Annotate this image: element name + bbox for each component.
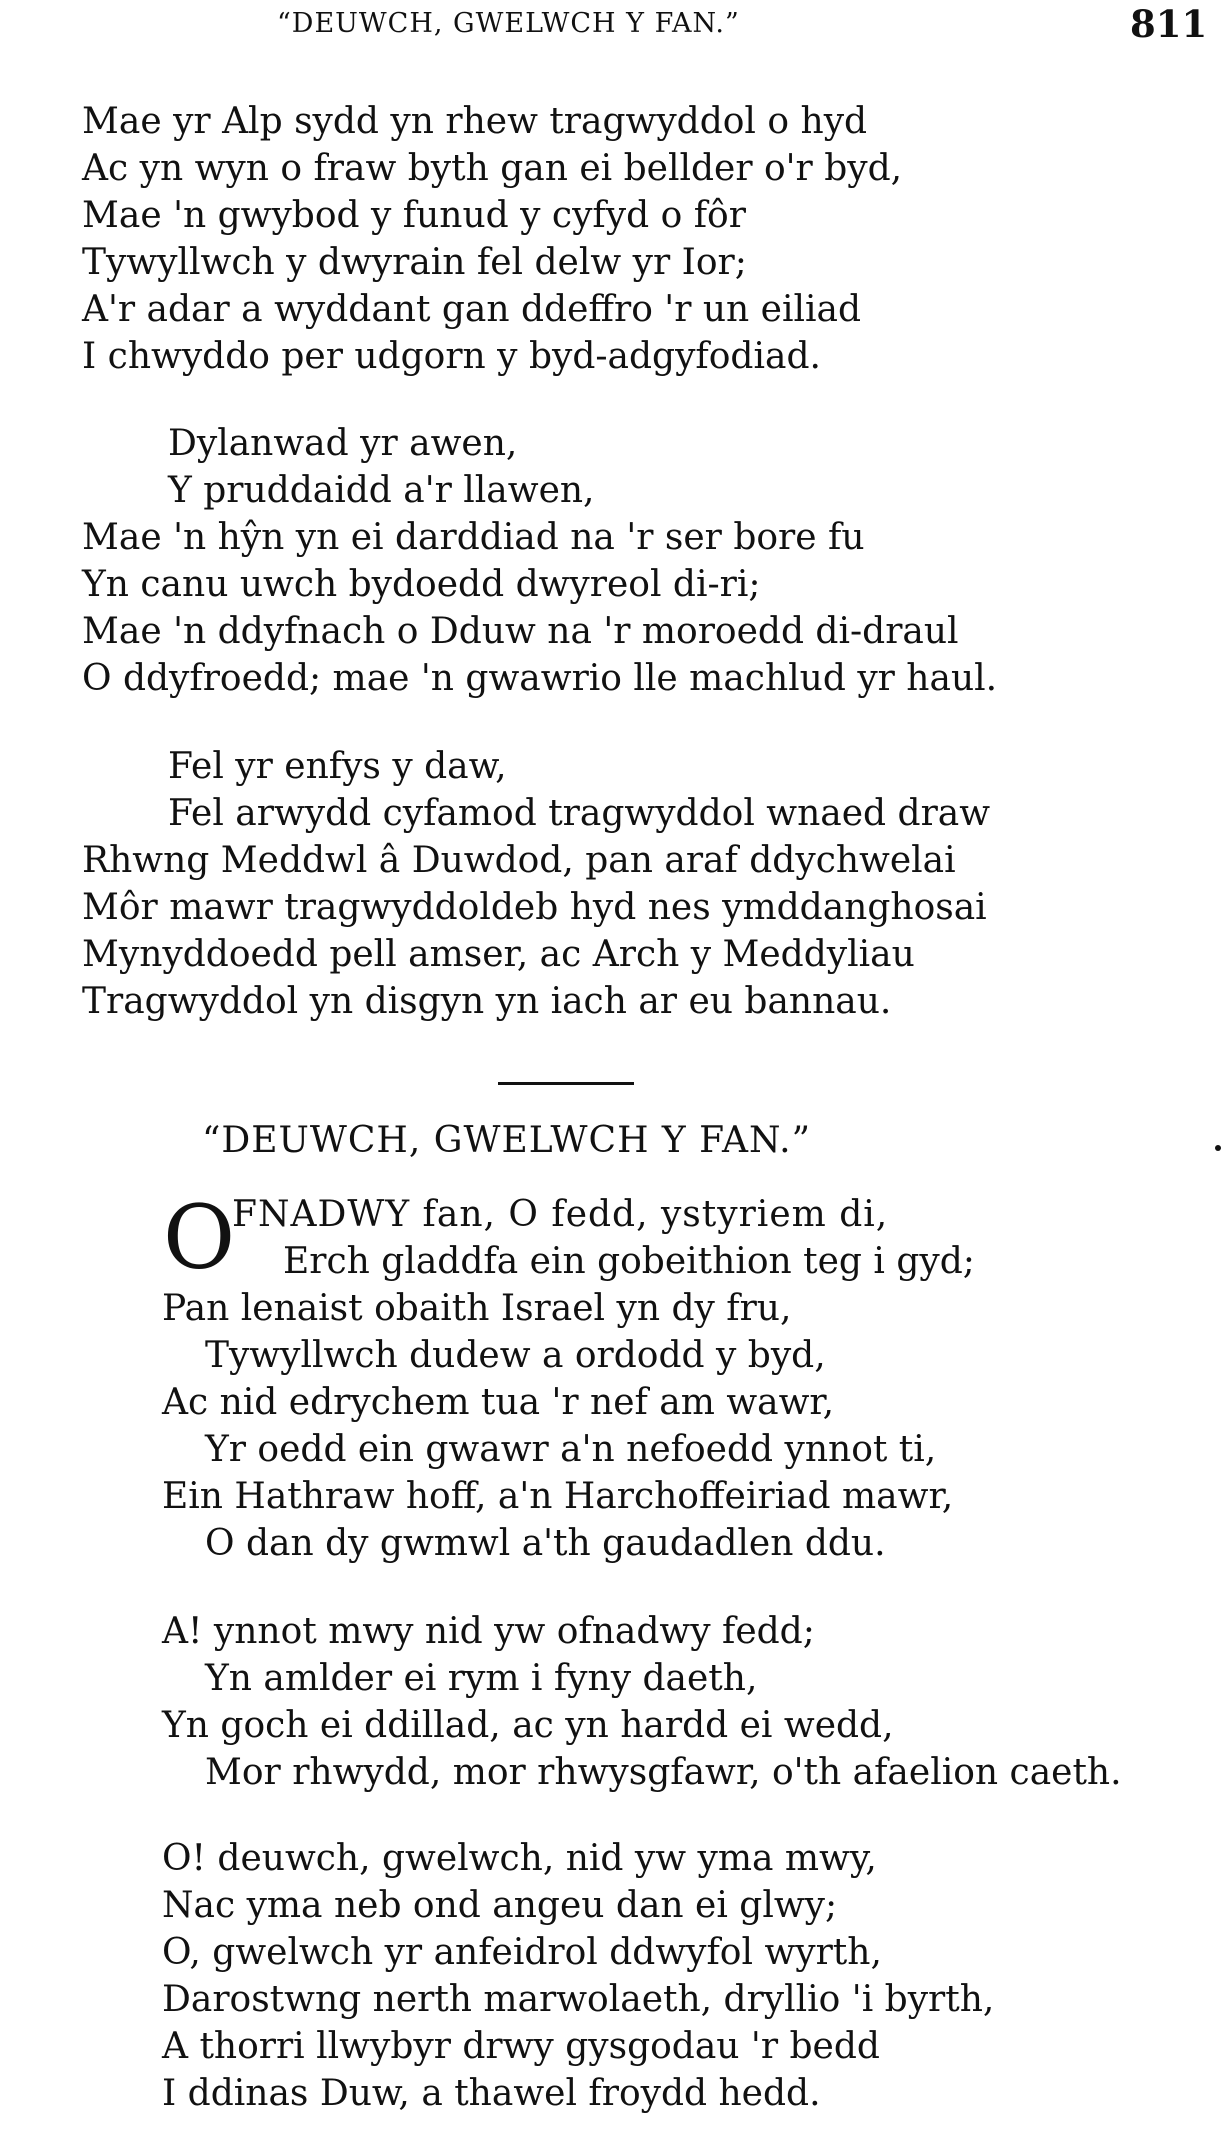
verse-line: Darostwng nerth marwolaeth, dryllio 'i byrth, (162, 1979, 995, 2020)
verse-line: Mae 'n gwybod y funud y cyfyd o fôr (82, 195, 746, 236)
verse-line: Ac nid edrychem tua 'r nef am wawr, (162, 1382, 835, 1423)
verse-line: Yr oedd ein gwawr a'n nefoedd ynnot ti, (205, 1429, 937, 1470)
verse-line: Nac yma neb ond angeu dan ei glwy; (162, 1885, 838, 1926)
verse-line: O ddyfroedd; mae 'n gwawrio lle machlud yr haul. (82, 658, 998, 699)
verse-line: I chwyddo per udgorn y byd-adgyfodiad. (82, 336, 821, 377)
verse-line: O! deuwch, gwelwch, nid yw yma mwy, (162, 1838, 877, 1879)
running-title: “DEUWCH, GWELWCH Y FAN.” (277, 8, 740, 39)
verse-line: Ein Hathraw hoff, a'n Harchoffeiriad mawr, (162, 1476, 954, 1517)
verse-line: Tragwyddol yn disgyn yn iach ar eu bannau. (82, 981, 892, 1022)
print-speck (1215, 1145, 1221, 1151)
verse-line: Fel yr enfys y daw, (168, 746, 507, 787)
verse-line: A thorri llwybyr drwy gysgodau 'r bedd (162, 2026, 880, 2067)
verse-line: Rhwng Meddwl â Duwdod, pan araf ddychwelai (82, 840, 956, 881)
verse-line: Mae 'n ddyfnach o Dduw na 'r moroedd di-draul (82, 611, 959, 652)
verse-line: A'r adar a wyddant gan ddeffro 'r un eiliad (82, 289, 862, 330)
verse-line: Mae yr Alp sydd yn rhew tragwyddol o hyd (82, 101, 868, 142)
verse-line: Erch gladdfa ein gobeithion teg i gyd; (283, 1241, 975, 1282)
page-number: 811 (1130, 2, 1208, 46)
first-line: FNADWY fan, O fedd, ystyriem di, (232, 1194, 889, 1235)
verse-line: O dan dy gwmwl a'th gaudadlen ddu. (205, 1523, 886, 1564)
verse-line: Mynyddoedd pell amser, ac Arch y Meddyliau (82, 934, 915, 975)
verse-line: Yn canu uwch bydoedd dwyreol di-ri; (82, 564, 761, 605)
verse-line: Mor rhwydd, mor rhwysgfawr, o'th afaelion caeth. (205, 1752, 1122, 1793)
verse-line: O, gwelwch yr anfeidrol ddwyfol wyrth, (162, 1932, 882, 1973)
verse-line: A! ynnot mwy nid yw ofnadwy fedd; (162, 1611, 815, 1652)
verse-line: Môr mawr tragwyddoldeb hyd nes ymddanghosai (82, 887, 987, 928)
verse-line: Yn goch ei ddillad, ac yn hardd ei wedd, (162, 1705, 894, 1746)
drop-cap: O (163, 1186, 236, 1289)
verse-line: Ac yn wyn o fraw byth gan ei bellder o'r byd, (82, 148, 903, 189)
verse-line: Y pruddaidd a'r llawen, (168, 470, 595, 511)
verse-line: Mae 'n hŷn yn ei darddiad na 'r ser bore fu (82, 517, 865, 558)
verse-line: Tywyllwch dudew a ordodd y byd, (205, 1335, 826, 1376)
running-head (0, 2, 1229, 58)
section-divider (498, 1082, 634, 1085)
verse-line: Tywyllwch y dwyrain fel delw yr Ior; (82, 242, 747, 283)
verse-line: Yn amlder ei rym i fyny daeth, (205, 1658, 758, 1699)
poem-title: “DEUWCH, GWELWCH Y FAN.” (202, 1120, 812, 1161)
verse-line: Pan lenaist obaith Israel yn dy fru, (162, 1288, 792, 1329)
verse-line: Fel arwydd cyfamod tragwyddol wnaed draw (168, 793, 991, 834)
verse-line: Dylanwad yr awen, (168, 423, 518, 464)
verse-line: I ddinas Duw, a thawel froydd hedd. (162, 2073, 821, 2114)
